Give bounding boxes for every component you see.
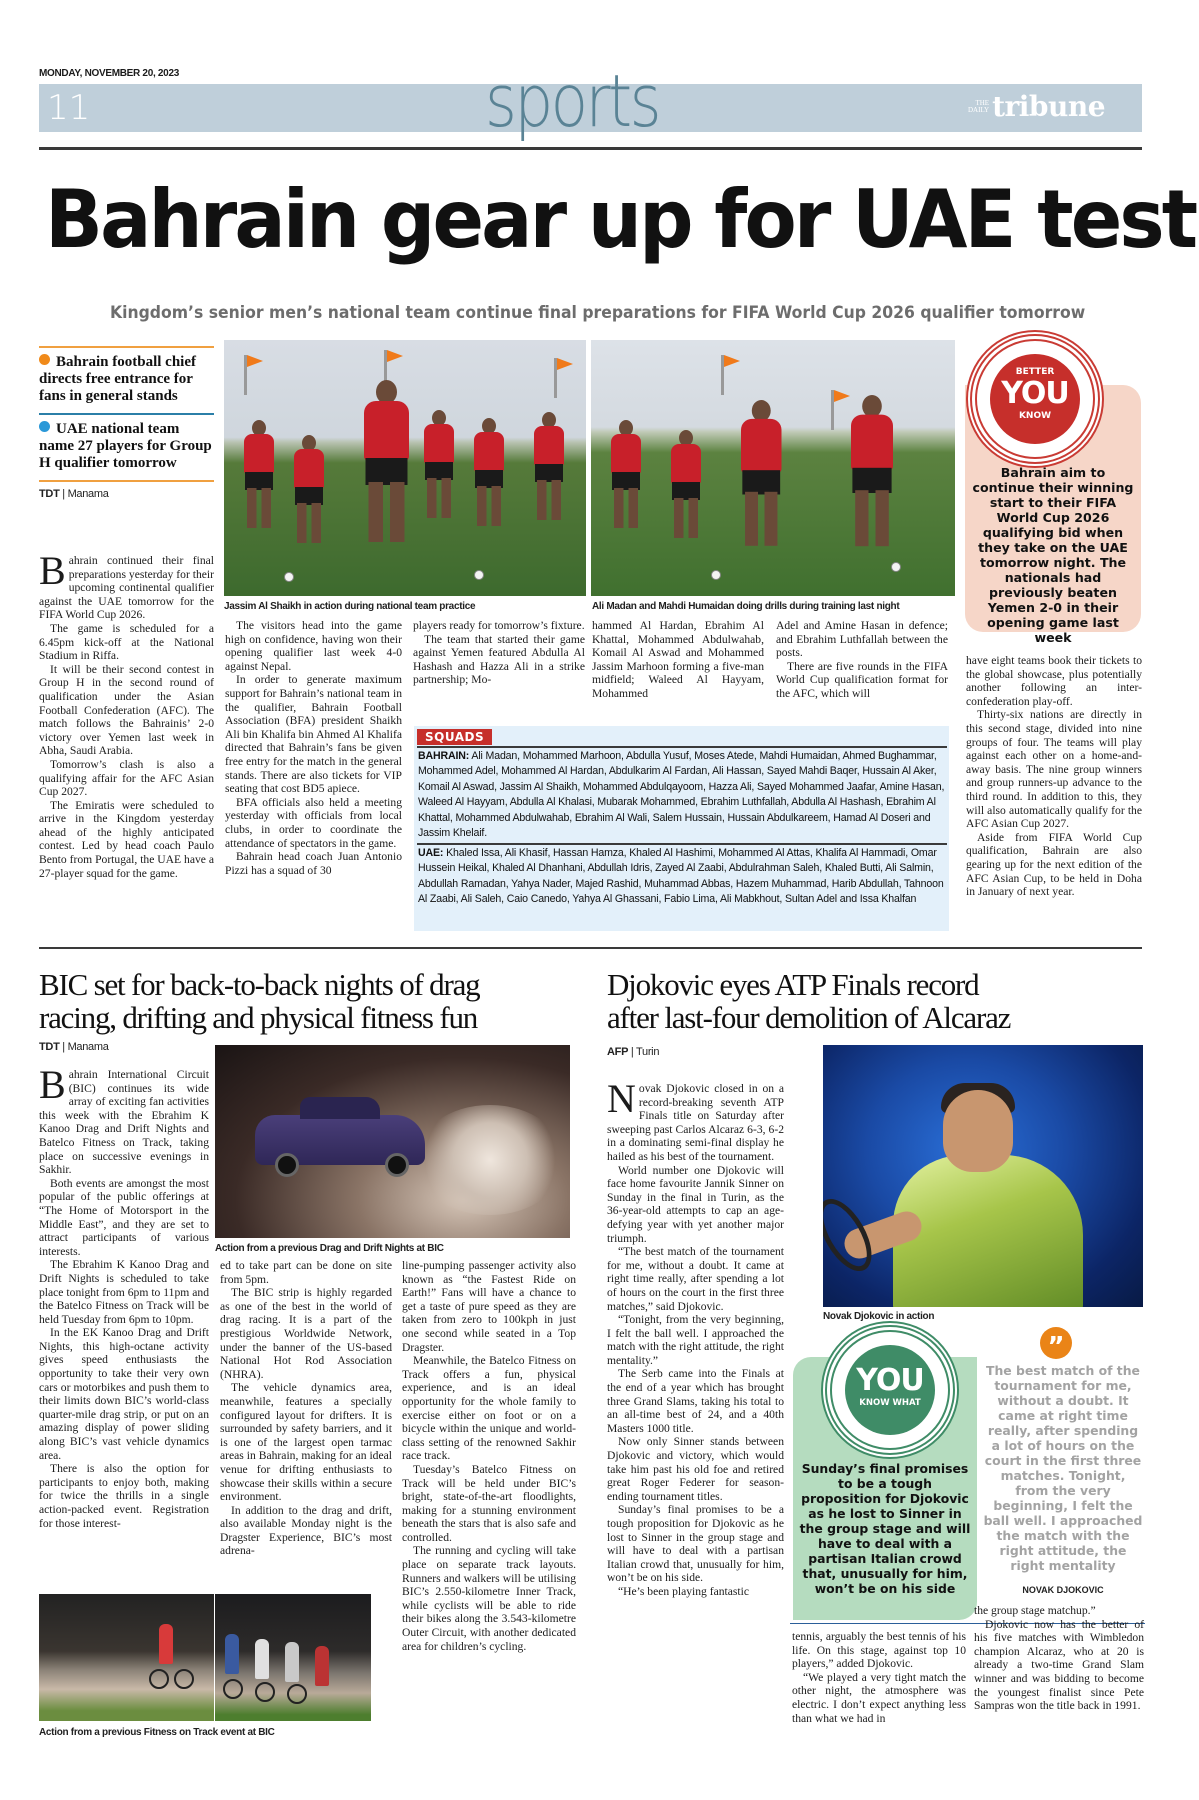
djokovic-byline: AFP | Turin <box>607 1046 660 1058</box>
training-photo-2 <box>591 340 955 596</box>
masthead-rule <box>39 147 1142 150</box>
dropcap: N <box>607 1076 636 1121</box>
you-know-what-badge: YOU KNOW WHAT <box>845 1345 935 1435</box>
djokovic-column-1: Novak Djokovic closed in on a record-breaking seventh ATP Finals title on Saturday after sweeping past Carlos Alcaraz 6-3, 6-2 in a dominating semi-final display he hailed as his best of the tournament. World number one Djokovic will face home favourite Jannik Sinner on Sunday in the final in Turin, as the 36-year-old attempts to cap an age-defying year with yet another major triumph. “The best match of the tournament for me, without a doubt. It came at right time really, after spending a lot of hours on the court in the first three matches,” said Djokovic. “Tonight, from the very beginning, I felt the ball well. I approached the match with the right attitude, the right mentality.” The Serb came into the Finals at the end of a year which has brought three Grand Slams, taking his total to an all-time best of 24, and a 40th Masters 1000 title. Now only Sinner stands between Djokovic and victory, which would take him past his old foe and retired great Roger Federer for season-ending tournament titles. Sunday’s final promises to be a tough proposition for Djokovic as he lost to Sinner in the group stage and will have to deal with a partisan Italian crowd that, unusually for him, won’t be on his side. “He’s been playing fantastic <box>607 1076 784 1598</box>
bullet-item: UAE national team name 27 players for Group H qualifier tomorrow <box>39 421 212 471</box>
fitness-photo-2 <box>215 1594 371 1721</box>
photo-caption: Action from a previous Fitness on Track event at BIC <box>39 1727 275 1738</box>
logo-small-text: THE DAILY <box>968 99 990 114</box>
dropcap: B <box>39 548 66 593</box>
djokovic-column-2: tennis, arguably the best tennis of his life. On this stage, against top 10 players,” added Djokovic. “We played a very tight match the other night, the atmosphere was electric. I don’t expect anything less than what we had in <box>792 1630 966 1725</box>
section-divider <box>39 947 1142 949</box>
divider <box>39 480 214 482</box>
djokovic-photo <box>823 1045 1143 1307</box>
lead-column-3: players ready for tomorrow’s fixture. The team that started their game against Yemen featured Abdulla Al Hashash and Hazza Ali in a strike partnership; Mo- <box>413 619 585 687</box>
better-you-know-badge: BETTER YOU KNOW <box>990 354 1080 444</box>
newspaper-logo <box>968 91 1105 123</box>
photo-caption: Jassim Al Shaikh in action during national team practice <box>224 601 476 612</box>
djokovic-column-3: the group stage matchup.” Djokovic now has the better of his five matches with Wimbledon champion Alcaraz, who at 20 is already a two-time Grand Slam winner and was bidding to become the youngest finalist since Pete Sampras won the title back in 1991. <box>974 1604 1144 1713</box>
better-you-know-text: Bahrain aim to continue their winning start to their FIFA World Cup 2026 qualifying bid when they take on the UAE tomorrow night. The nationals had previously beaten Yemen 2-0 in their opening game last week <box>972 465 1134 645</box>
issue-date: MONDAY, NOVEMBER 20, 2023 <box>39 68 179 79</box>
squads-tag: SQUADS <box>417 729 492 745</box>
divider <box>417 843 947 845</box>
djokovic-headline[interactable]: Djokovic eyes ATP Finals record after last-four demolition of Alcaraz <box>607 967 1011 1035</box>
lead-bullets <box>39 346 214 501</box>
divider <box>417 746 947 748</box>
bic-column-1: Bahrain International Circuit (BIC) continues its wide array of exciting fan activities this week with the Ebrahim K Kanoo Drag and Drift Nights and Batelco Fitness on Track, taking place on successive evenings in Sakhir. Both events are amongst the most popular of the public offerings at “The Home of Motorsport in the Middle East”, and they are set to attract participants of various interests. The Ebrahim K Kanoo Drag and Drift Nights is scheduled to take place tonight from 6pm to 11pm and the Batelco Fitness on Track will be held Tuesday from 6pm to 10pm. In the EK Kanoo Drag and Drift Nights, this high-octane activity gives speed enthusiasts the opportunity to take their very own cars or motorbikes and push them to their limits down BIC’s world-class quarter-mile drag strip, or put on an amazing display of power sliding along BIC’s vast vehicle dynamics area. There is also the option for participants to enjoy both, making for twice the thrills in a single action-packed event. Registration for those interest- <box>39 1062 209 1530</box>
logo-wordmark: tribune <box>992 90 1106 123</box>
you-know-what-text: Sunday’s final promises to be a tough proposition for Djokovic as he lost to Sinner in the group stage and will have to deal with a partisan Italian crowd that, unusually for him, won’t be on his side <box>799 1461 971 1596</box>
quote-icon: ” <box>1040 1327 1072 1359</box>
lead-column-2: The visitors head into the game high on confidence, having won their opening qualifier last week 4-0 against Nepal. In order to generate maximum support for Bahrain’s national team in the qualifier, Bahrain Football Association (BFA) president Shaikh Ali bin Khalifa bin Ahmed Al Khalifa directed that Bahrain’s fans be given free entry for the match in the general stands. There are also tickets for VIP seating that cost BD5 apiece. BFA officials also held a meeting yesterday with officials from local clubs, in order to coordinate the attendance of spectators in the game. Bahrain head coach Juan Antonio Pizzi has a squad of 30 <box>225 619 402 877</box>
bullet-item: Bahrain football chief directs free entrance for fans in general stands <box>39 354 197 404</box>
bic-byline: TDT | Manama <box>39 1041 109 1053</box>
lead-deck: Kingdom’s senior men’s national team continue final preparations for FIFA World Cup 2026 qualifier tomorrow <box>110 303 1086 323</box>
drift-photo <box>215 1045 570 1238</box>
lead-column-4: hammed Al Hardan, Ebrahim Al Khattal, Mohammed Abdulwahab, Komail Al Aswad and Mohammed Jassim Marhoon forming a five-man midfield; Waleed Al Hayyam, Mohammed <box>592 619 764 700</box>
bic-column-2: ed to take part can be done on site from 5pm. The BIC strip is highly regarded as one of the best in the world of drag racing. It is a part of the prestigious Worldwide Network, under the banner of the US-based National Hot Rod Association (NHRA). The vehicle dynamics area, meanwhile, features a specially configured layout for drifters. It is surrounded by safety barriers, and it is one of the largest open tarmac areas in Bahrain, making for an ideal venue for drifting enthusiasts to showcase their skills within a secure environment. In addition to the drag and drift, also available Monday night is the Dragster Experience, BIC’s most adrena- <box>220 1259 392 1558</box>
lead-headline[interactable]: Bahrain gear up for UAE test <box>45 173 1196 266</box>
lead-column-5: Adel and Amine Hasan in defence; and Ebrahim Luthfallah between the posts. There are five rounds in the FIFA World Cup qualification format for the AFC, which will <box>776 619 948 700</box>
photo-caption: Action from a previous Drag and Drift Nights at BIC <box>215 1243 444 1254</box>
fitness-photo <box>39 1594 214 1721</box>
uae-squad-list: UAE: Khaled Issa, Ali Khasif, Hassan Hamza, Khaled Al Hashimi, Mohammed Al Attas, Khalifa Al Hammadi, Omar Hussein Heikal, Khaled Al Dhanhani, Abdullah Idris, Zayed Al Zaabi, Abdulrahman Saleh, Khaled Butti, Ali Salmin, Abdullah Ramadan, Yahya Nader, Majed Rashid, Muhammad Abbas, Hazem Muhammad, Harib Abdullah, Tahnoon Al Zaabi, Ali Saleh, Caio Canedo, Yahya Al Ghassani, Fabio Lima, Ali Mabkhout, Sultan Adel and Issa Khalfan <box>418 847 944 906</box>
training-photo-1 <box>224 340 586 596</box>
bic-column-3: line-pumping passenger activity also known as “the Fastest Ride on Earth!” Fans will have a chance to get a taste of pure speed as they are taken from zero to 100kph in just one second while seated in a Top Dragster. Meanwhile, the Batelco Fitness on Track offers a fun, physical experience, and is an ideal opportunity for the whole family to exercise either on foot or on a bicycle within the unique and world-class setting of the renowned Sakhir race track. Tuesday’s Batelco Fitness on Track will be held under BIC’s bright, state-of-the-art floodlights, making for a stunning environment beneath the stars that is also safe and controlled. The running and cycling will take place on separate track layouts. Runners and walkers will be utilising BIC’s 2.550-kilometre Inner Track, while cyclists will be able to ride their bikes along the 3.543-kilometre Outer Circuit, with another dedicated area for children’s cycling. <box>402 1259 576 1653</box>
dropcap: B <box>39 1062 66 1107</box>
lead-column-6: have eight teams book their tickets to the global showcase, plus potentially another following an inter-confederation play-off. Thirty-six nations are directly in this second stage, divided into nine groups of four. The teams will play against each other on a home-and-away basis. The nine group winners and group runners-up advance to the third round. In addition to this, they will also automatically qualify for the AFC Asian Cup 2027. Aside from FIFA World Cup qualification, Bahrain are also gearing up for the next edition of the AFC Asian Cup, to be held in Doha in January of next year. <box>966 654 1142 899</box>
section-title: sports <box>485 59 659 143</box>
lead-byline: TDT | Manama <box>39 488 109 500</box>
blue-dot-icon <box>39 421 50 432</box>
orange-dot-icon <box>39 354 50 365</box>
pull-quote: The best match of the tournament for me, without a doubt. It came at right time really, after spending a lot of hours on the court in the first three matches. Tonight, from the very beginning, I felt the ball well. I approached the match with the right attitude, the right mentality <box>983 1363 1143 1573</box>
bahrain-squad-list: BAHRAIN: Ali Madan, Mohammed Marhoon, Abdulla Yusuf, Moses Atede, Mahdi Humaidan, Ahmed Bughammar, Mohammed Adel, Mohammed Al Hardan, Abdulkarim Al Fardan, Ali Hassan, Sayed Mahdi Baqer, Hussain Al Aker, Komail Al Aswad, Jassim Al Shaikh, Mohammed Abdulqayoom, Hazza Ali, Sayed Mohammed Jaafar, Amine Hasan, Waleed Al Hayyam, Abdulla Al Khalasi, Mubarak Mohammed, Ebrahim Luthfallah, Abdulla Al Hashash, Ebrahim Al Khattal, Mohammed Abdulwahab, Ebrahim Al Wali, Salem Hussain, Hussain Abdulkareem, Hamad Al Doseri and Jassim Khelaif. <box>418 750 945 840</box>
bic-headline[interactable]: BIC set for back-to-back nights of drag racing, drifting and physical fitness fun <box>39 967 480 1035</box>
pull-quote-attribution: NOVAK DJOKOVIC <box>1022 1585 1104 1595</box>
lead-column-1: Bahrain continued their final preparations yesterday for their upcoming continental qualifier against the UAE tomorrow for the FIFA World Cup 2026. The game is scheduled for a 6.45pm kick-off at the National Stadium in Riffa. It will be their second contest in Group H in the second round of qualification under the Asian Football Confederation (AFC). The match follows the Bahrainis’ 2-0 victory over Yemen last week in Abha, Saudi Arabia. Tomorrow’s clash is also a qualifying affair for the AFC Asian Cup 2027. The Emiratis were scheduled to arrive in the Kingdom yesterday ahead of the highly anticipated contest. Led by head coach Paulo Bento from Portugal, the UAE have a 27-player squad for the game. <box>39 548 214 880</box>
photo-caption: Ali Madan and Mahdi Humaidan doing drills during training last night <box>592 601 900 612</box>
photo-caption: Novak Djokovic in action <box>823 1311 935 1322</box>
page-number: 11 <box>47 88 91 128</box>
